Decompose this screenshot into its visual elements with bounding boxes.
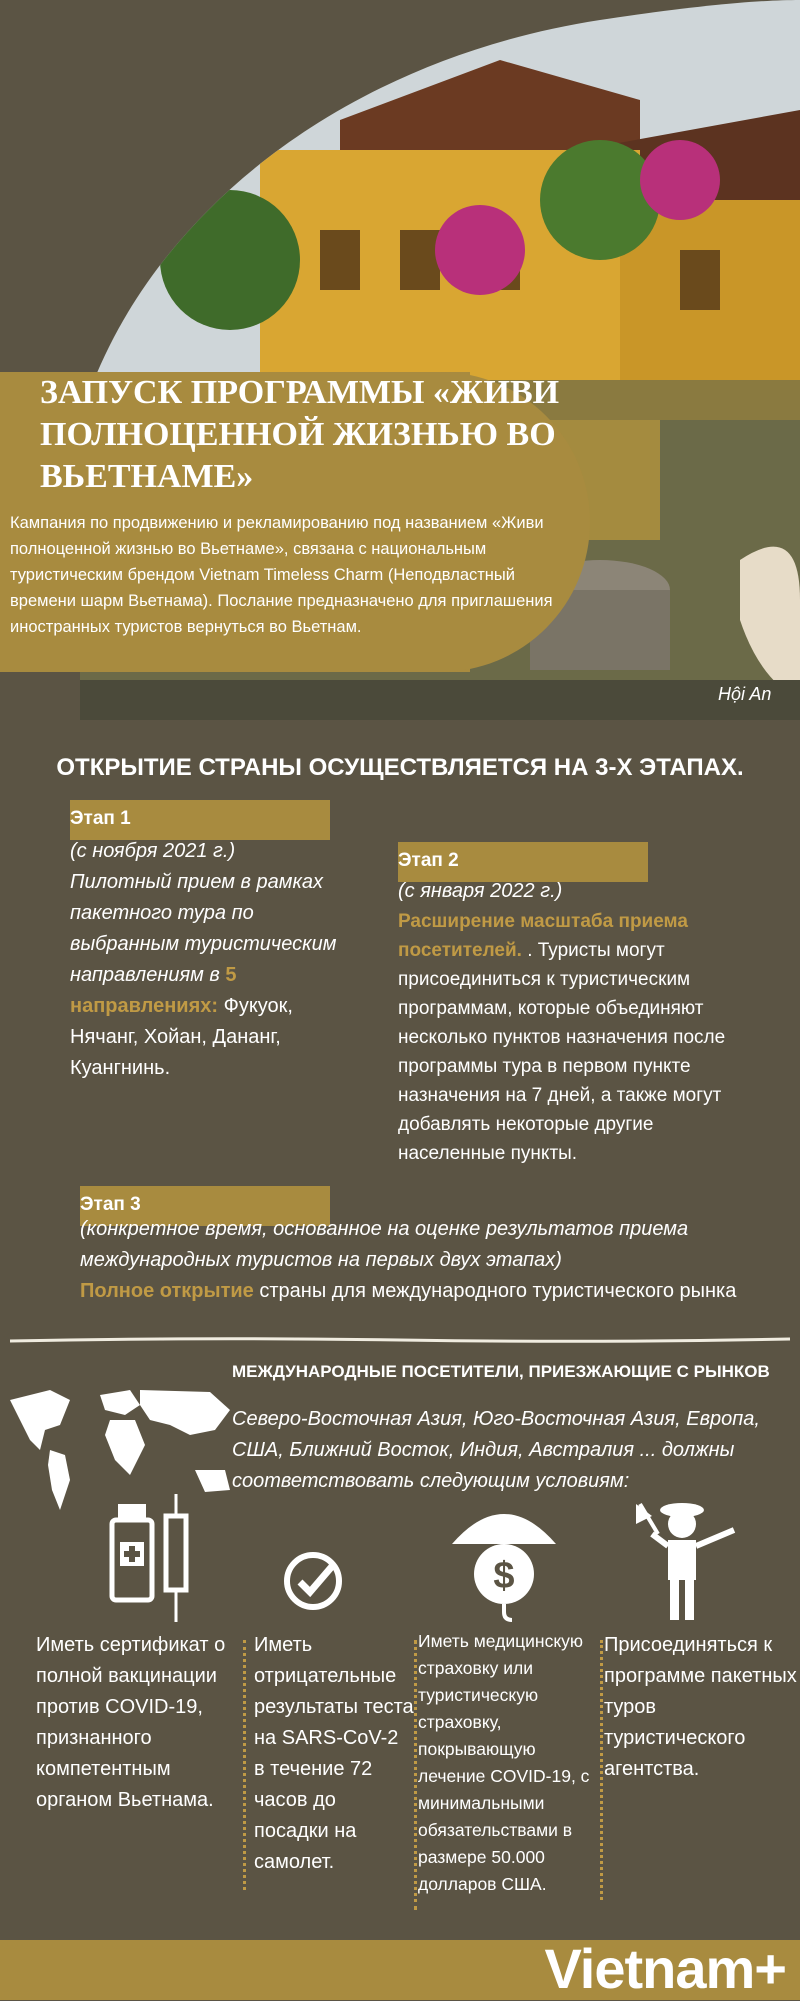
condition-3: Иметь медицинскую страховку или туристическую страховку, покрывающую лечение COVID-19, с минимальными обязательствами в размере 50.000 долларов США. [418, 1631, 590, 1894]
stage1-label: Этап 1 [70, 808, 131, 829]
stage2-text-rest: . Туристы могут присоединиться к туристическим программам, которые объединяют несколько пунктов назначения после программы тура в первом пункте назначения на 7 дней, а также могут добавлять некоторые другие населенные пункты. [398, 940, 726, 1164]
page-title: ЗАПУСК ПРОГРАММЫ «ЖИВИ ПОЛНОЦЕННОЙ ЖИЗНЬЮ ВО ВЬЕТНАМЕ» [40, 374, 560, 495]
stages-heading: ОТКРЫТИЕ СТРАНЫ ОСУЩЕСТВЛЯЕТСЯ НА 3-Х ЭТАПАХ. [56, 754, 744, 781]
vaccine-icon [108, 1494, 198, 1624]
stage3-label: Этап 3 [80, 1194, 141, 1215]
dotted-separator [414, 1640, 417, 1910]
stage2-body [398, 876, 758, 1168]
section-divider [0, 1336, 800, 1344]
markets-text: Северо-Восточная Азия, Юго-Восточная Азия, Европа, США, Ближний Восток, Индия, Австралия ... должны соответствовать следующим условиям: [232, 1408, 760, 1492]
tourist-guide-icon [630, 1494, 740, 1624]
stage1-body [70, 836, 360, 1084]
brand-logo: Vietnam+ [544, 1937, 786, 2000]
stage1-text [70, 867, 360, 1084]
dotted-separator [243, 1640, 246, 1890]
stage2-text [398, 907, 758, 1168]
intro-text: Кампания по продвижению и рекламированию под названием «Живи полноценной жизнью во Вьетнаме», связана с национальным туристическим брендом Vietnam Timeless Charm (Неподвластный времени шарм Вьетнама). Послание предназначено для приглашения иностранных туристов вернуться во Вьетнам. [10, 514, 553, 636]
stage3-text [80, 1276, 780, 1307]
stage2-label: Этап 2 [398, 850, 459, 871]
stage3-text-rest: страны для международного туристического рынка [259, 1280, 737, 1302]
condition-2: Иметь отрицательные результаты теста на SARS-CoV-2 в течение 72 часов до посадки на самолет. [254, 1634, 414, 1873]
svg-text:$: $ [493, 1555, 515, 1597]
stage1-date: (с ноября 2021 г.) [70, 840, 236, 862]
photo-caption: Hội An [718, 684, 772, 704]
stage1-highlight: 5 направлениях: [70, 964, 237, 1017]
stage3-highlight: Полное открытие [80, 1280, 254, 1302]
insurance-umbrella-icon [448, 1494, 560, 1624]
stage3-body [80, 1214, 780, 1307]
stage1-text-italic: Пилотный прием в рамках пакетного тура по выбранным туристическим направлениям в [70, 871, 337, 986]
stage1-text-rest: Фукуок, Нячанг, Хойан, Дананг, Куангнинь. [70, 995, 293, 1079]
markets-heading: МЕЖДУНАРОДНЫЕ ПОСЕТИТЕЛИ, ПРИЕЗЖАЮЩИЕ С РЫНКОВ [232, 1362, 770, 1381]
checkmark-icon [282, 1550, 344, 1612]
dotted-separator [600, 1640, 603, 1900]
stage2-highlight: Расширение масштаба приема посетителей. [398, 911, 688, 961]
condition-4: Присоединяться к программе пакетных туров туристического агентства. [604, 1634, 797, 1780]
stage3-date: (конкретное время, основанное на оценке результатов приема международных туристов на первых двух этапах) [80, 1218, 689, 1271]
condition-1: Иметь сертификат о полной вакцинации против COVID-19, признанного компетентным органом Вьетнама. [36, 1634, 226, 1811]
stage2-date: (с января 2022 г.) [398, 880, 563, 902]
